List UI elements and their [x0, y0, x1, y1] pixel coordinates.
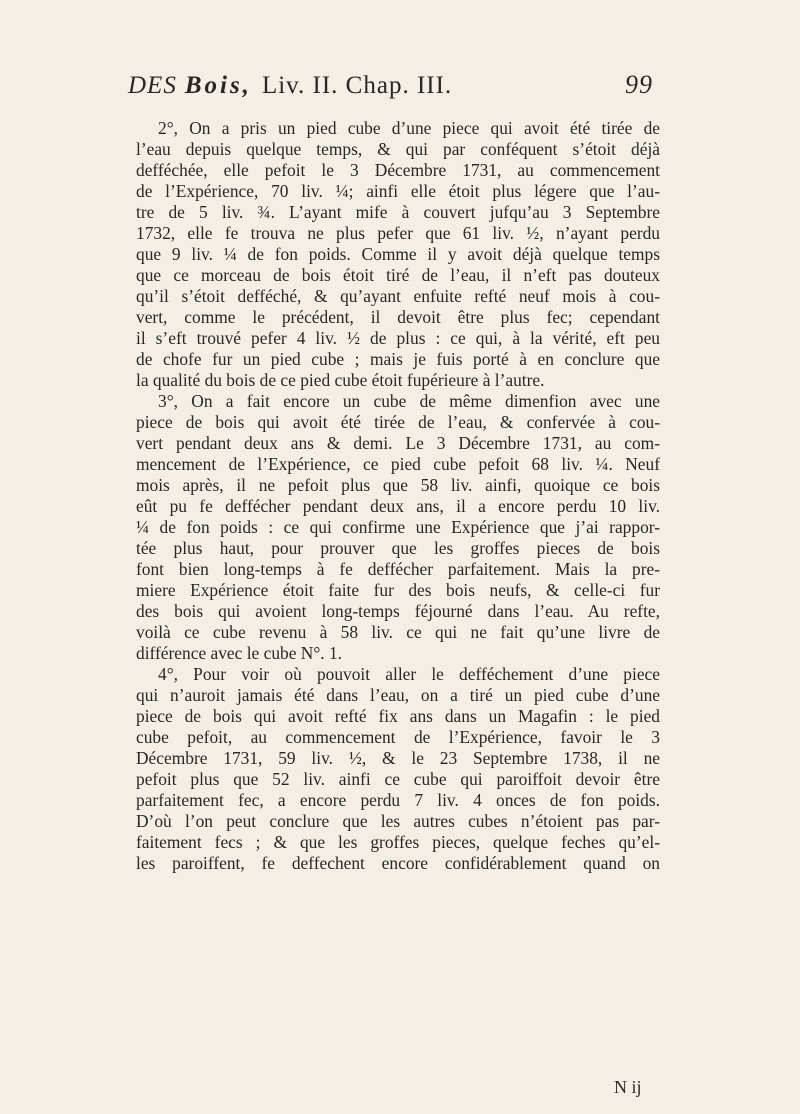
- text-line: des bois qui avoient long-temps féjourné dans l’eau. Au refte,: [136, 601, 660, 621]
- running-title: Bois,: [184, 72, 252, 99]
- text-line: font bien long-temps à fe deffécher parfaitement. Mais la pre-: [136, 559, 660, 579]
- text-line: defféchée, elle pefoit le 3 Décembre 1731, au commencement: [136, 160, 660, 180]
- text-line: de chofe fur un pied cube ; mais je fuis porté à en conclure que: [136, 349, 660, 369]
- text-line: mencement de l’Expérience, ce pied cube pefoit 68 liv. ¼. Neuf: [136, 454, 660, 474]
- text-line: de l’Expérience, 70 liv. ¼; ainfi elle étoit plus légere que l’au-: [136, 181, 660, 201]
- text-line: Décembre 1731, 59 liv. ½, & le 23 Septembre 1738, il ne: [136, 748, 660, 768]
- running-head: DES: [128, 72, 177, 99]
- paragraph: [136, 118, 660, 391]
- text-line: l’eau depuis quelque temps, & qui par conféquent s’étoit déjà: [136, 139, 660, 159]
- text-line: 1732, elle fe trouva ne plus pefer que 61 liv. ½, n’ayant perdu: [136, 223, 660, 243]
- text-line: vert pendant deux ans & demi. Le 3 Décembre 1731, au com-: [136, 433, 660, 453]
- text-line: tée plus haut, pour prouver que les groffes pieces de bois: [136, 538, 660, 558]
- text-line: la qualité du bois de ce pied cube étoit fupérieure à l’autre.: [136, 370, 545, 390]
- text-line: piece de bois qui avoit été tirée de l’eau, & confervée à cou-: [136, 412, 660, 432]
- text-line: parfaitement fec, a encore perdu 7 liv. 4 onces de fon poids.: [136, 790, 660, 810]
- text-line: miere Expérience étoit faite fur des bois neufs, & celle-ci fur: [136, 580, 660, 600]
- text-line: 4°, Pour voir où pouvoit aller le defféchement d’une piece: [158, 664, 660, 684]
- paragraph: [136, 391, 660, 664]
- text-line: cube pefoit, au commencement de l’Expérience, favoir le 3: [136, 727, 660, 747]
- chapter-reference: Liv. II. Chap. III.: [261, 72, 453, 99]
- signature-mark: N ij: [614, 1077, 642, 1097]
- running-header: [128, 70, 653, 110]
- text-line: faitement fecs ; & que les groffes pieces, quelque feches qu’el-: [136, 832, 660, 852]
- text-line: piece de bois qui avoit refté fix ans dans un Magafin : le pied: [136, 706, 660, 726]
- text-line: 2°, On a pris un pied cube d’une piece qui avoit été tirée de: [158, 118, 660, 138]
- text-line: il s’eft trouvé pefer 4 liv. ½ de plus : ce qui, à la vérité, eft peu: [136, 328, 660, 348]
- text-line: eût pu fe deffécher pendant deux ans, il a encore perdu 10 liv.: [136, 496, 660, 516]
- text-line: tre de 5 liv. ¾. L’ayant mife à couvert jufqu’au 3 Septembre: [136, 202, 660, 222]
- text-line: différence avec le cube N°. 1.: [136, 643, 343, 663]
- text-line: que ce morceau de bois étoit tiré de l’eau, il n’eft pas douteux: [136, 265, 660, 285]
- text-line: mois après, il ne pefoit plus que 58 liv. ainfi, quoique ce bois: [136, 475, 660, 495]
- text-line: vert, comme le précédent, il devoit être plus fec; cependant: [136, 307, 660, 327]
- body-text: [136, 118, 660, 874]
- page-number: 99: [625, 70, 653, 99]
- text-line: voilà ce cube revenu à 58 liv. ce qui ne fait qu’une livre de: [136, 622, 660, 642]
- text-line: les paroiffent, fe deffechent encore confidérablement quand on: [136, 853, 660, 873]
- text-line: D’où l’on peut conclure que les autres cubes n’étoient pas par-: [136, 811, 660, 831]
- paragraph: [136, 664, 660, 874]
- text-line: pefoit plus que 52 liv. ainfi ce cube qui paroiffoit devoir être: [136, 769, 660, 789]
- text-line: ¼ de fon poids : ce qui confirme une Expérience que j’ai rappor-: [136, 517, 660, 537]
- text-line: qui n’auroit jamais été dans l’eau, on a tiré un pied cube d’une: [136, 685, 660, 705]
- text-line: 3°, On a fait encore un cube de même dimenfion avec une: [158, 391, 660, 411]
- text-line: que 9 liv. ¼ de fon poids. Comme il y avoit déjà quelque temps: [136, 244, 660, 264]
- text-line: qu’il s’étoit defféché, & qu’ayant enfuite refté neuf mois à cou-: [136, 286, 660, 306]
